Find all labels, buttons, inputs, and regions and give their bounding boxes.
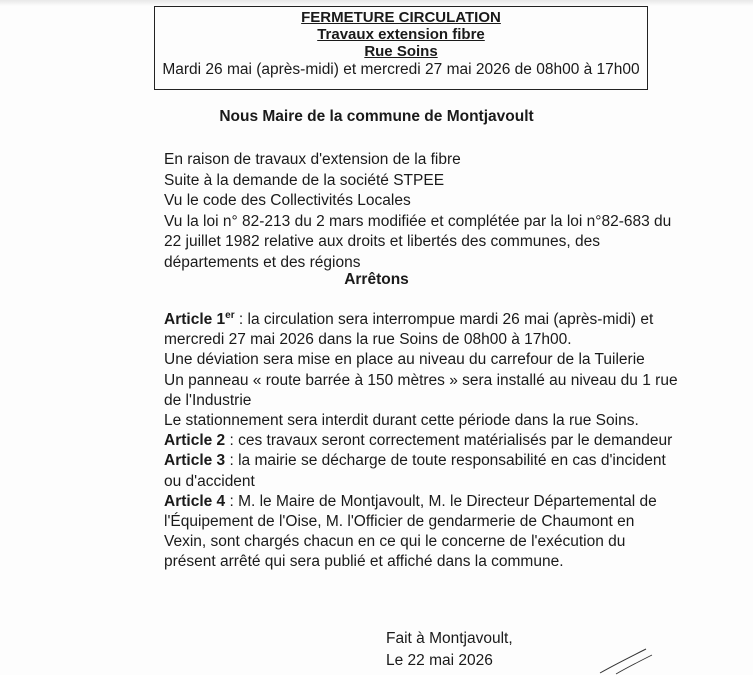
- consideration-line: Vu la loi n° 82-213 du 2 mars modifiée et complétée par la loi n°82-683 du: [164, 212, 672, 230]
- article-1-line: de l'Industrie: [164, 391, 252, 409]
- article-4-line: Vexin, sont chargés chacun en ce qui le concerne de l'exécution du: [164, 533, 626, 551]
- document-title: FERMETURE CIRCULATION: [301, 9, 501, 26]
- article-4-line: présent arrêté qui sera publié et affiché dans la commune.: [164, 553, 564, 571]
- signoff-place: Fait à Montjavoult,: [386, 630, 513, 647]
- article-1-label: Article 1: [164, 311, 226, 328]
- article-2-line: [164, 431, 673, 451]
- consideration-line: départements et des régions: [164, 253, 361, 271]
- article-1-line: mercredi 27 mai 2026 dans la rue Soins de 08h00 à 17h00.: [164, 331, 572, 349]
- article-3-label: Article 3: [164, 452, 226, 470]
- article-3-text: : la mairie se décharge de toute responsabilité en cas d'incident: [225, 452, 666, 470]
- considerations-list: [164, 150, 671, 273]
- article-3-line: [164, 451, 666, 471]
- signoff-date: Le 22 mai 2026: [386, 652, 493, 669]
- article-4-text: : M. le Maire de Montjavoult, M. le Directeur Départemental de: [225, 492, 657, 510]
- article-1-line: Le stationnement sera interdit durant cette période dans la rue Soins.: [164, 412, 639, 430]
- article-1-line: Une déviation sera mise en place au niveau du carrefour de la Tuilerie: [164, 351, 645, 369]
- article-4-line: l'Équipement de l'Oise, M. l'Officier de gendarmerie de Chaumont en: [164, 513, 635, 531]
- signature-stroke: [596, 645, 656, 675]
- title-box: [154, 6, 648, 90]
- article-3-line: ou d'accident: [164, 472, 255, 490]
- document-subtitle: Travaux extension fibre: [317, 26, 485, 43]
- article-1-line: [164, 310, 654, 330]
- street-name: Rue Soins: [364, 43, 438, 60]
- consideration-line: En raison de travaux d'extension de la fibre: [164, 151, 461, 168]
- article-4-label: Article 4: [164, 492, 226, 510]
- decree-heading: Arrêtons: [344, 271, 409, 288]
- consideration-line: Suite à la demande de la société STPEE: [164, 171, 445, 189]
- articles-block: [164, 309, 678, 573]
- signoff-block: [386, 628, 513, 672]
- closure-dates: Mardi 26 mai (après-midi) et mercredi 27 mai 2026 de 08h00 à 17h00: [162, 61, 640, 78]
- article-1-superscript: er: [225, 309, 235, 321]
- article-2-text: : ces travaux seront correctement matérialisés par le demandeur: [225, 432, 673, 450]
- consideration-line: Vu le code des Collectivités Locales: [164, 192, 411, 209]
- article-2-label: Article 2: [164, 432, 226, 450]
- article-1-text: : la circulation sera interrompue mardi 26 mai (après-midi) et: [234, 311, 654, 328]
- article-4-line: [164, 492, 657, 512]
- consideration-line: 22 juillet 1982 relative aux droits et libertés des communes, des: [164, 233, 600, 250]
- article-1-line: Un panneau « route barrée à 150 mètres » sera installé au niveau du 1 rue: [164, 371, 678, 389]
- mayor-heading: Nous Maire de la commune de Montjavoult: [219, 108, 534, 125]
